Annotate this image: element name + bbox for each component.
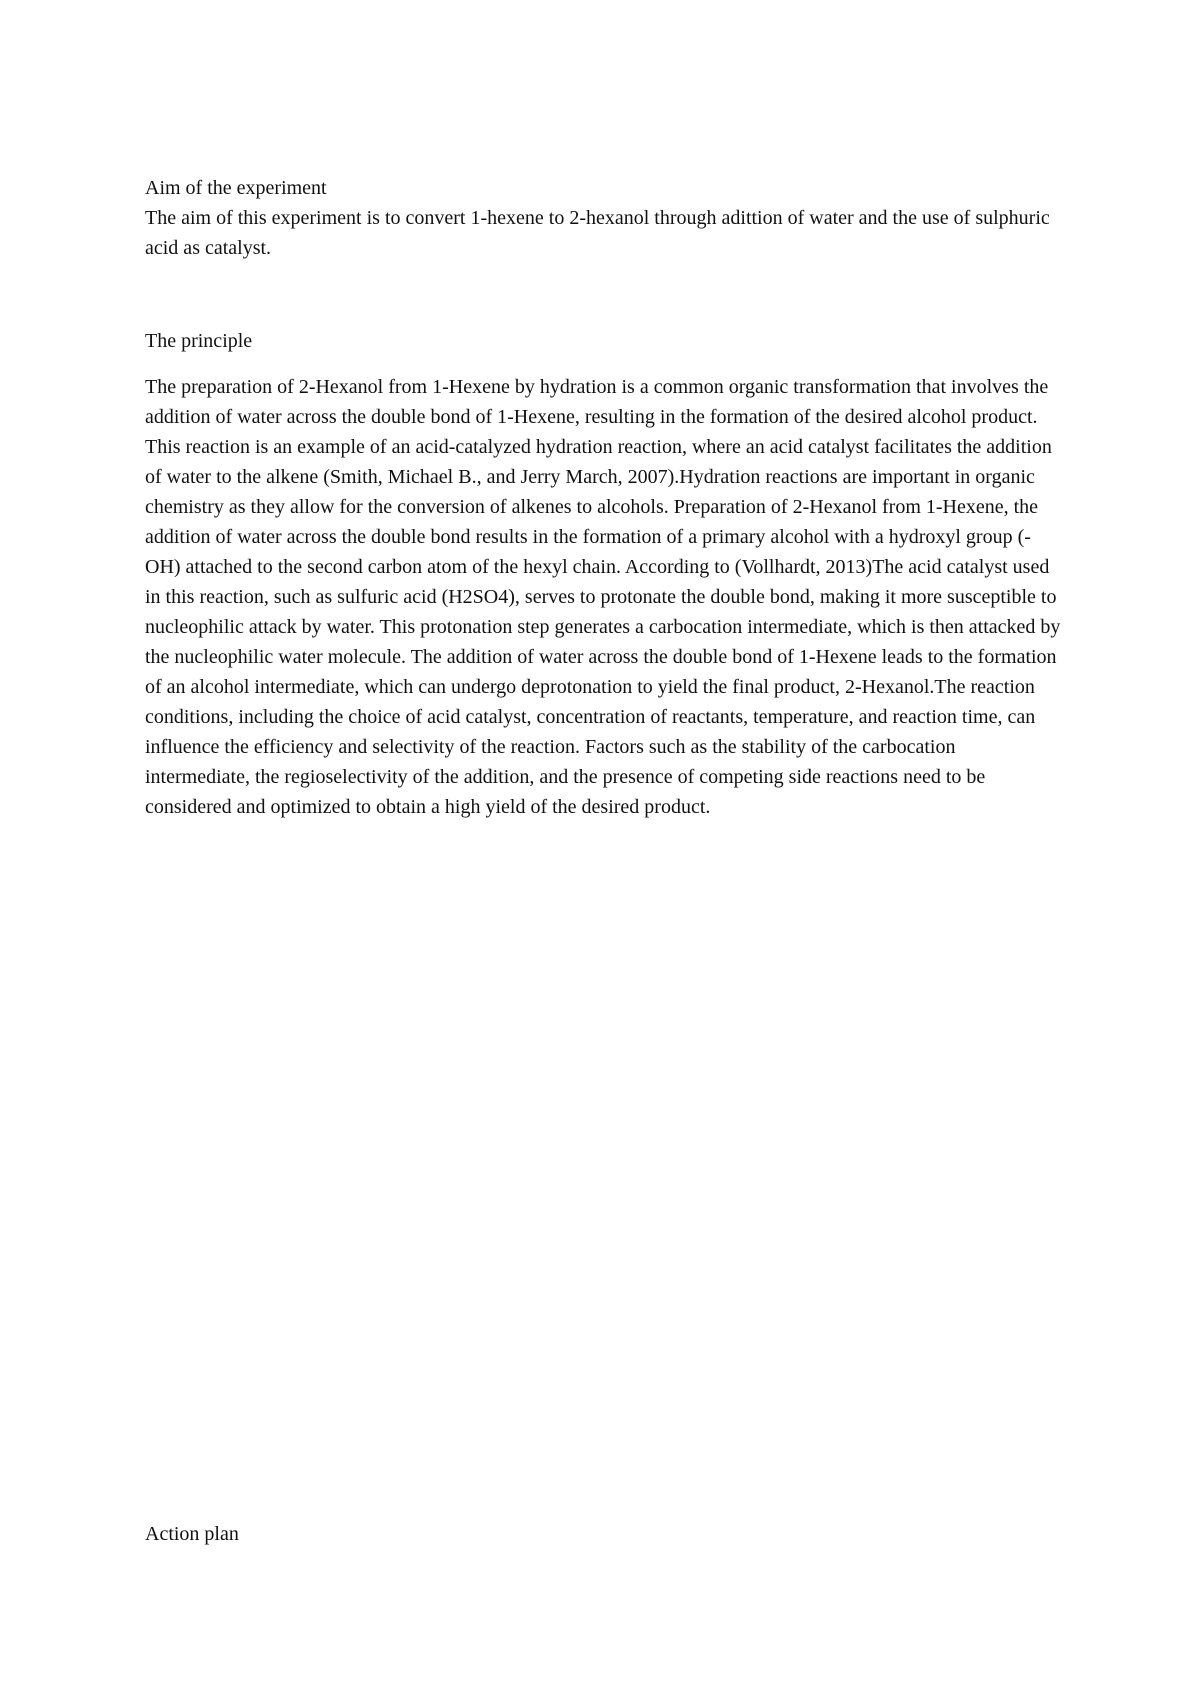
principle-paragraph: The preparation of 2-Hexanol from 1-Hexene by hydration is a common organic transformation that involves the addition of water across the double bond of 1-Hexene, resulting in the formation of the desired alcohol product. This reaction is an example of an acid-catalyzed hydration reaction, where an acid catalyst facilitates the addition of water to the alkene (Smith, Michael B., and Jerry March, 2007).Hydration reactions are important in organic chemistry as they allow for the conversion of alkenes to alcohols. Preparation of 2-Hexanol from 1-Hexene, the addition of water across the double bond results in the formation of a primary alcohol with a hydroxyl group (-OH) attached to the second carbon atom of the hexyl chain. According to (Vollhardt, 2013)The acid catalyst used in this reaction, such as sulfuric acid (H2SO4), serves to protonate the double bond, making it more susceptible to nucleophilic attack by water. This protonation step generates a carbocation intermediate, which is then attacked by the nucleophilic water molecule. The addition of water across the double bond of 1-Hexene leads to the formation of an alcohol intermediate, which can undergo deprotonation to yield the final product, 2-Hexanol.The reaction conditions, including the choice of acid catalyst, concentration of reactants, temperature, and reaction time, can influence the efficiency and selectivity of the reaction. Factors such as the stability of the carbocation intermediate, the regioselectivity of the addition, and the presence of competing side reactions need to be considered and optimized to obtain a high yield of the desired product. (145, 376, 1061, 818)
aim-paragraph: The aim of this experiment is to convert 1-hexene to 2-hexanol through adittion of water and the use of sulphuric acid as catalyst. (145, 207, 1050, 259)
principle-heading: The principle (145, 330, 253, 352)
aim-heading: Aim of the experiment (145, 177, 327, 199)
action-plan-heading: Action plan (145, 1523, 239, 1545)
